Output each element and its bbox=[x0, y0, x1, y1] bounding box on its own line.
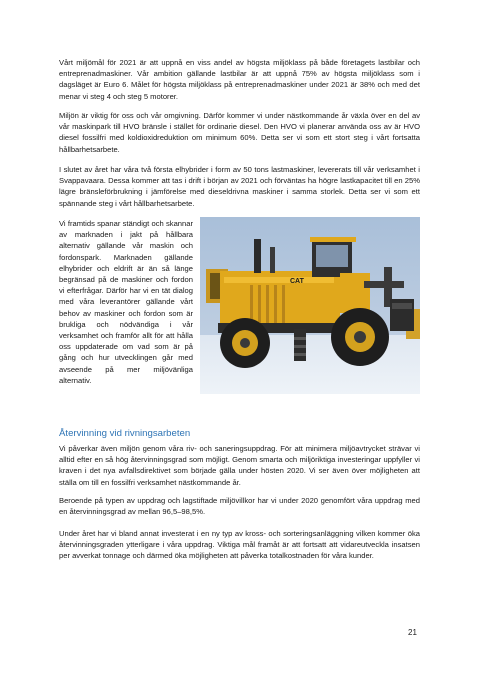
wheel-loader-photo bbox=[200, 217, 420, 394]
cat-logo-text: CAT bbox=[290, 278, 304, 285]
paragraph-environmental-goal: Vårt miljömål för 2021 är att uppnå en viss andel av högsta miljöklass på både företagets lastbilar och entreprenadmaskiner. Vår ambition gällande lastbilar är att uppnå 75% av högsta miljöklass som i dagsläget är Euro 6. Målet för högsta miljöklass på entreprenadmaskiner under 2021 är 38% och med det menar vi steg 4 och steg 5 motorer. bbox=[59, 58, 420, 101]
section-heading: Återvinning vid rivningsarbeten bbox=[59, 428, 191, 439]
paragraph-market-scanning: Vi framtids spanar ständigt och skannar av marknaden i jakt på hållbara alternativ gällande vår maskin och fordonspark. Marknaden gällande elhybrider och eldrift är än så länge begränsad på de maskiner och fordon vi efterfrågar. Därför har vi en tät dialog med våra leverantörer gällande vårt behov av maskiner och fordon som är brukliga och nödvändiga i vår verksamhet och framför allt för att hålla oss uppdaterade om vad som är på gång och hur utvecklingen går med avseende på mer miljövänliga alternativ. bbox=[59, 219, 193, 385]
paragraph-recycling-rate: Beroende på typen av uppdrag och lagstiftade miljövillkor har vi under 2020 genomfört våra uppdrag med en återvinningsgrad av mellan 96,5–98,5%. bbox=[59, 496, 420, 517]
paragraph-crushing-investment: Under året har vi bland annat investerat i en ny typ av kross- och sorteringsanläggning vilken kommer öka återvinningsgraden ytterligare i våra uppdrag. Viktiga mål framåt är att fortsatt att vidareutveckla insatsen per avverkat tonnage och därmed öka möjligheten att påverka totalkostnaden för våra kunder. bbox=[59, 529, 420, 561]
paragraph-demolition-impact: Vi påverkar även miljön genom våra riv- och saneringsuppdrag. För att minimera miljöavtrycket strävar vi alltid efter en så hög återvinningsgrad som möjligt. Genom smarta och miljöriktiga investeringar uppfyller vi kraven i det nya avfallsdirektivet som började gälla under hösten 2020. Vi ser även över möjligheten att ställa om till en fossilfri verksamhet nästkommande år. bbox=[59, 444, 420, 487]
paragraph-electric-hybrids: I slutet av året har våra två första elhybrider i form av 50 tons lastmaskiner, levererats till vår verksamhet i Svappavaara. Dessa kommer att tas i drift i början av 2021 och förväntas ha högre lastkapacitet till en 25% lägre bränsleförbrukning i jämförelse med dieseldrivna maskiner i samma storlek. Detta ser vi som ett spännande steg i vårt hållbarhetsarbete. bbox=[59, 165, 420, 208]
page-number: 21 bbox=[408, 628, 417, 637]
paragraph-hvo-fuel: Miljön är viktig för oss och vår omgivning. Därför kommer vi under nästkommande år växla över en del av vår maskinpark till HVO bränsle i stället för ordinarie diesel. Den HVO vi planerar använda oss av är HVO diesel fossilfri med koldioxidreduktion om minimum 60%. Detta ser vi som ett stort steg i vårt fortsatta hållbarhetsarbete. bbox=[59, 111, 420, 154]
